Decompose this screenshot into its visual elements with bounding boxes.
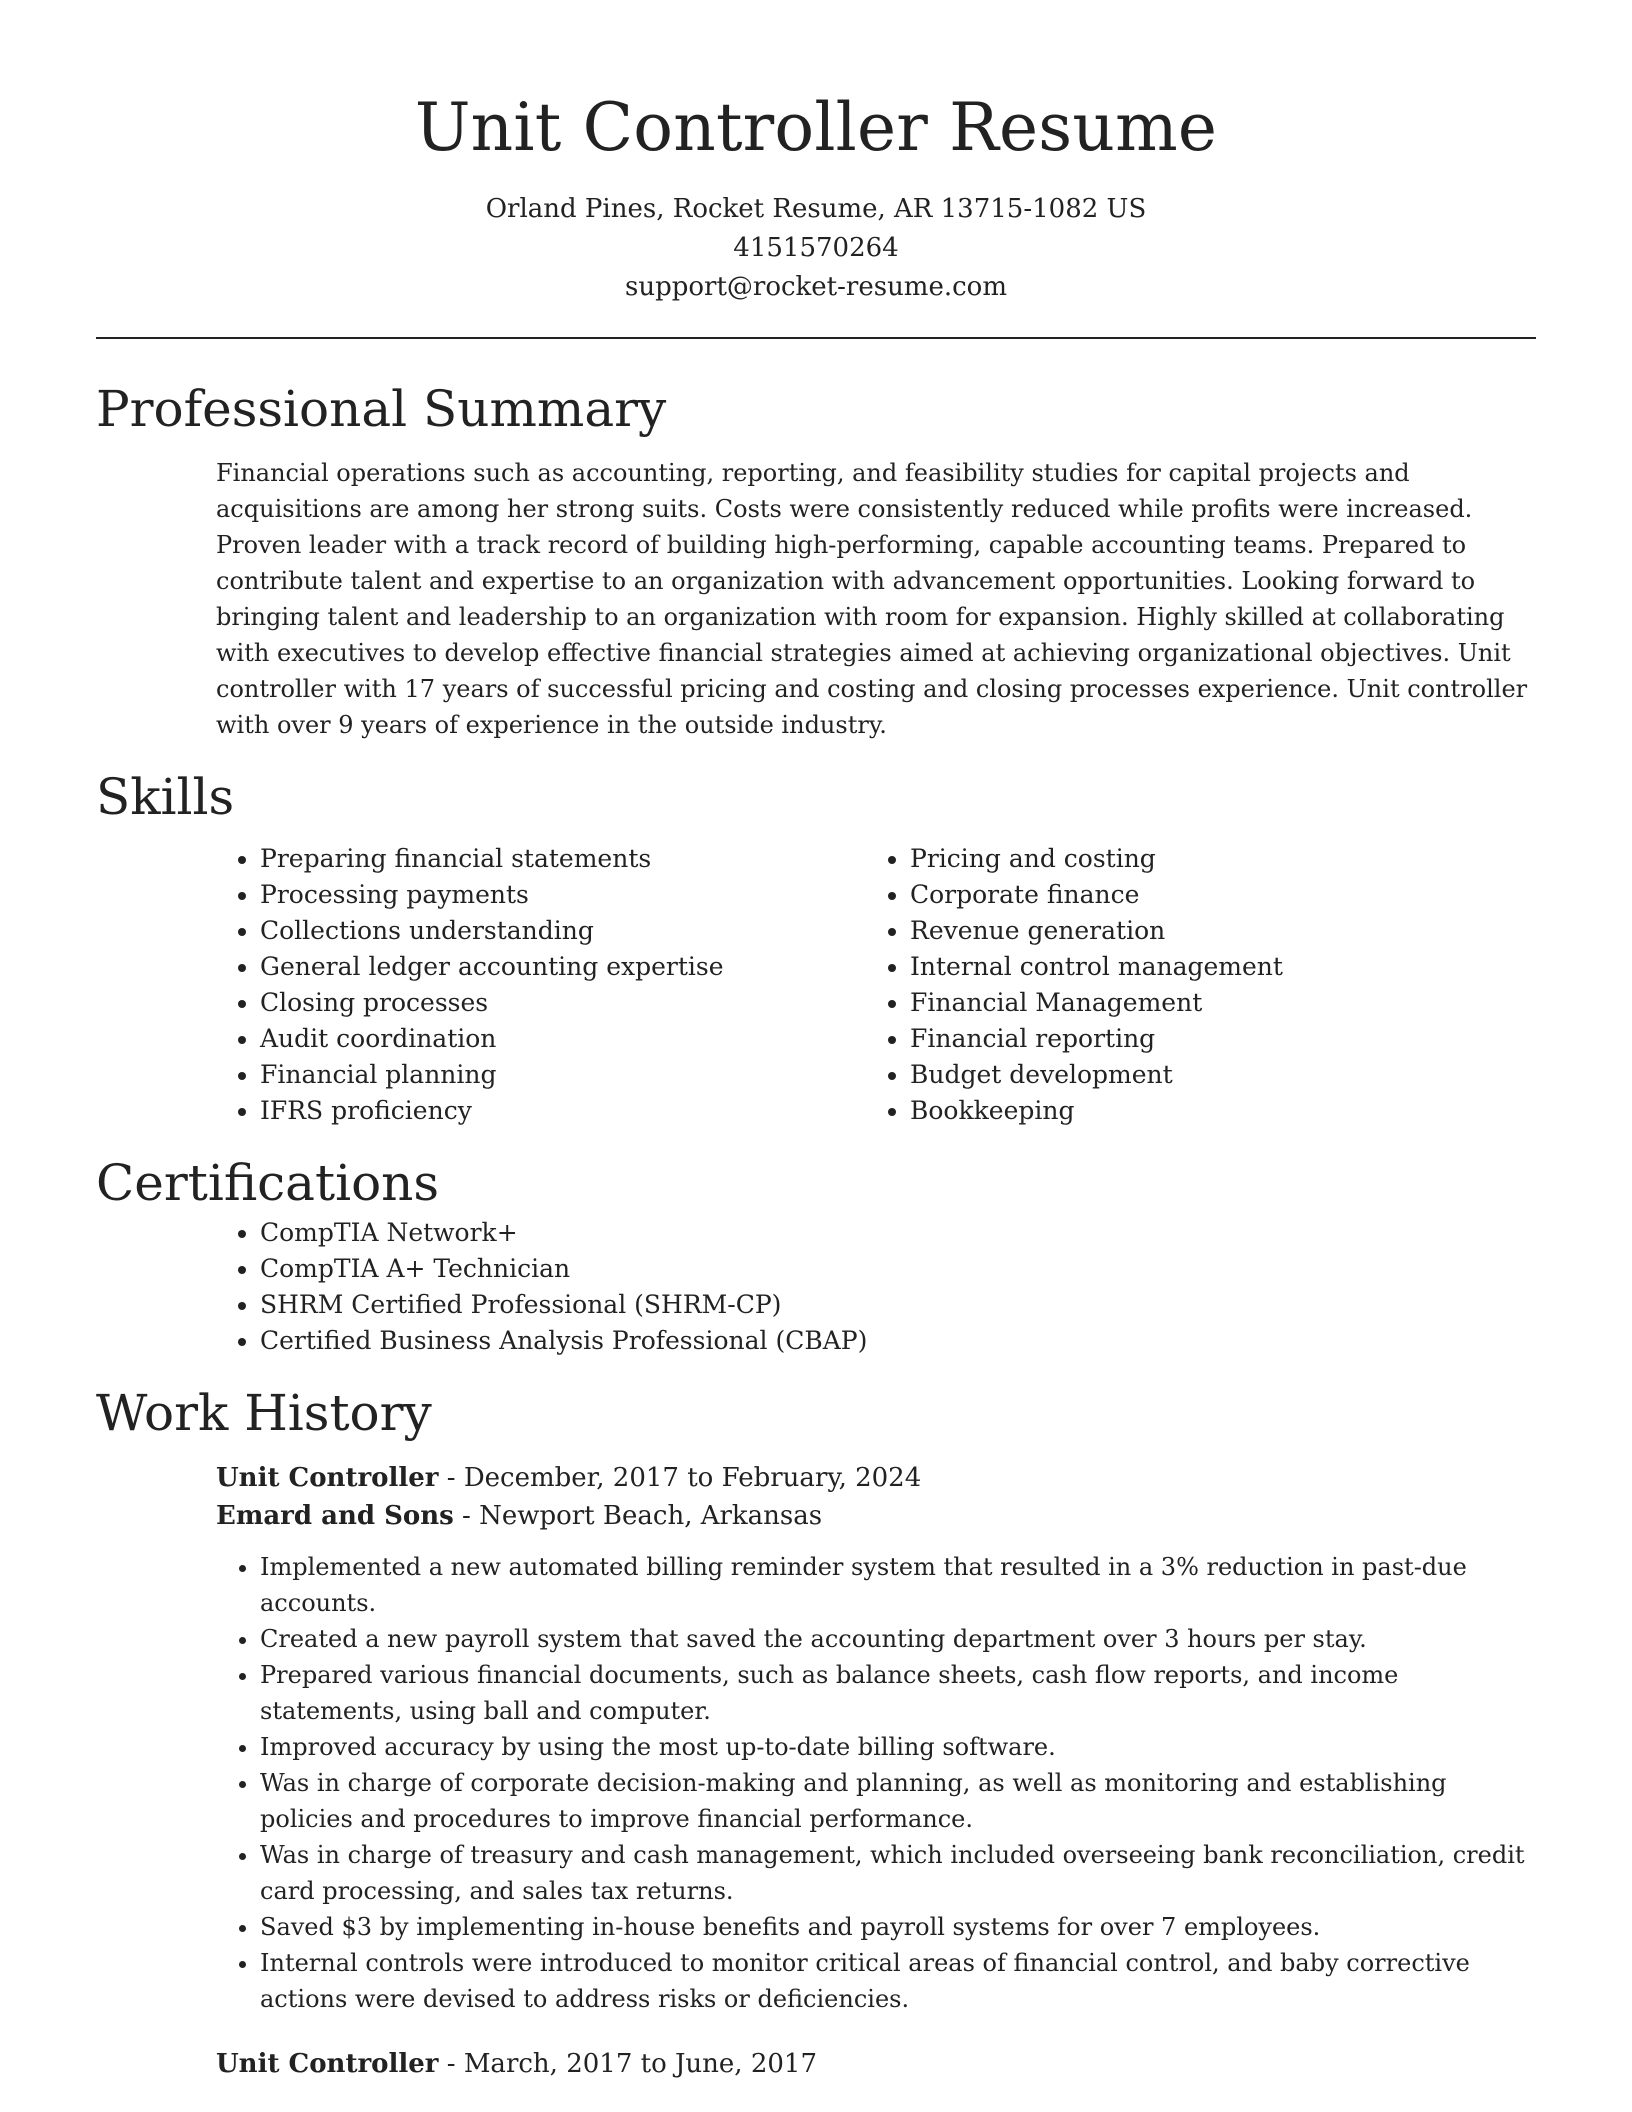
- summary-heading: Professional Summary: [96, 380, 667, 438]
- job-entry: [216, 2045, 1536, 2083]
- skills-grid: [96, 841, 1536, 1129]
- skill-item: • Closing processes: [260, 985, 910, 1021]
- certifications-heading: Certifications: [96, 1154, 440, 1212]
- job-dates: - December, 2017 to February, 2024: [438, 1463, 922, 1493]
- job-title-line: [216, 2045, 1536, 2083]
- phone-number: 4151570264: [733, 233, 899, 263]
- skill-item: • Internal control management: [910, 949, 1283, 985]
- job-duty-item: • Improved accuracy by using the most up-to-date billing software.: [260, 1729, 1536, 1765]
- job-entry: [216, 1459, 1536, 2017]
- job-duty-item: • Implemented a new automated billing reminder system that resulted in a 3% reduction in past-due accounts.: [260, 1549, 1536, 1621]
- skill-item: • Financial Management: [910, 985, 1283, 1021]
- skills-column-2: [910, 841, 1283, 1129]
- company-location: - Newport Beach, Arkansas: [453, 1501, 823, 1531]
- job-duties-list: [216, 1549, 1536, 2017]
- job-title: Unit Controller: [216, 1463, 439, 1493]
- job-duty-item: • Created a new payroll system that saved the accounting department over 3 hours per stay.: [260, 1621, 1536, 1657]
- resume-title: Unit Controller Resume: [414, 89, 1218, 166]
- skills-heading: Skills: [96, 768, 235, 826]
- summary-text: Financial operations such as accounting, reporting, and feasibility studies for capital projects and acquisitions are among her strong suits. Costs were consistently reduced while profits were increased. Proven leader with a track record of building high-performing, capable accounting teams. Prepared to contribute talent and expertise to an organization with advancement opportunities. Looking forward to bringing talent and leadership to an organization with room for expansion. Highly skilled at collaborating with executives to develop effective financial strategies aimed at achieving organizational objectives. Unit controller with 17 years of successful pricing and costing and closing processes experience. Unit controller with over 9 years of experience in the outside industry.: [216, 459, 1528, 739]
- skill-item: • Preparing financial statements: [260, 841, 910, 877]
- job-duty-item: • Internal controls were introduced to monitor critical areas of financial control, and baby corrective actions were devised to address risks or deficiencies.: [260, 1945, 1536, 2017]
- certification-item: • SHRM Certified Professional (SHRM-CP): [260, 1287, 1536, 1323]
- skill-item: • IFRS proficiency: [260, 1093, 910, 1129]
- job-title: Unit Controller: [216, 2049, 439, 2079]
- certification-item: • CompTIA Network+: [260, 1215, 1536, 1251]
- certification-item: • CompTIA A+ Technician: [260, 1251, 1536, 1287]
- email-address: support@rocket-resume.com: [624, 272, 1007, 302]
- skill-item: • Pricing and costing: [910, 841, 1283, 877]
- job-company-line: [216, 1497, 1536, 1535]
- job-duty-item: • Was in charge of treasury and cash management, which included overseeing bank reconciliation, credit card processing, and sales tax returns.: [260, 1837, 1536, 1909]
- job-duty-item: • Prepared various financial documents, such as balance sheets, cash flow reports, and income statements, using ball and computer.: [260, 1657, 1536, 1729]
- company-name: Emard and Sons: [216, 1501, 454, 1531]
- job-title-line: [216, 1459, 1536, 1497]
- contact-info: [96, 190, 1536, 307]
- skill-item: • Financial reporting: [910, 1021, 1283, 1057]
- skill-item: • Corporate finance: [910, 877, 1283, 913]
- skill-item: • Revenue generation: [910, 913, 1283, 949]
- skill-item: • Collections understanding: [260, 913, 910, 949]
- skills-column-1: [96, 841, 910, 1129]
- resume-page: [96, 0, 1536, 2083]
- skill-item: • Audit coordination: [260, 1021, 910, 1057]
- skill-item: • Processing payments: [260, 877, 910, 913]
- address: Orland Pines, Rocket Resume, AR 13715-1082 US: [485, 194, 1147, 224]
- job-duty-item: • Was in charge of corporate decision-making and planning, as well as monitoring and establishing policies and procedures to improve financial performance.: [260, 1765, 1536, 1837]
- work-history-heading: Work History: [96, 1384, 432, 1442]
- header-divider: [96, 337, 1536, 339]
- certification-item: • Certified Business Analysis Professional (CBAP): [260, 1323, 1536, 1359]
- skill-item: • Financial planning: [260, 1057, 910, 1093]
- job-duty-item: • Saved $3 by implementing in-house benefits and payroll systems for over 7 employees.: [260, 1909, 1536, 1945]
- job-dates: - March, 2017 to June, 2017: [438, 2049, 817, 2079]
- skill-item: • Budget development: [910, 1057, 1283, 1093]
- skill-item: • Bookkeeping: [910, 1093, 1283, 1129]
- certifications-list: [96, 1215, 1536, 1359]
- skill-item: • General ledger accounting expertise: [260, 949, 910, 985]
